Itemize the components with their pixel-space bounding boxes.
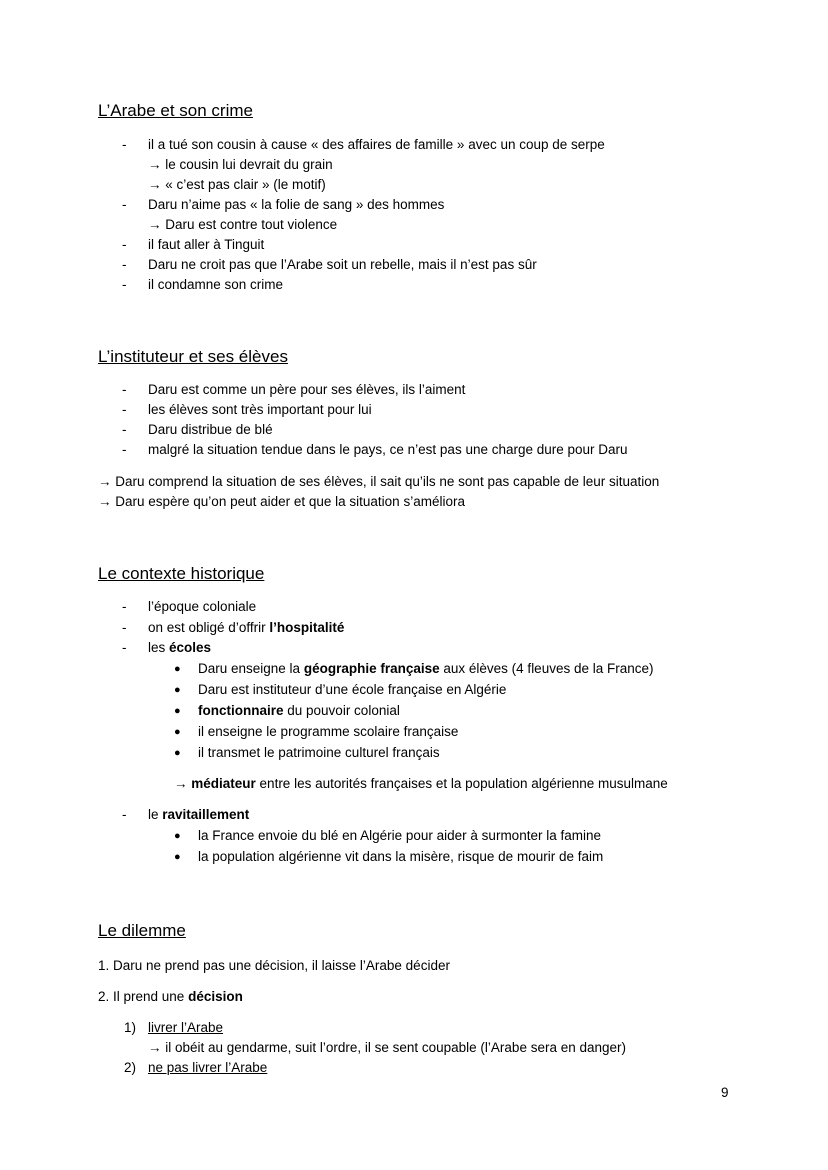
list-subitem: Daru enseigne la géographie française aux élèves (4 fleuves de la France) [198,661,654,676]
list-item: les élèves sont très important pour lui [148,402,372,417]
conclusion-line: → Daru comprend la situation de ses élèves, il sait qu’ils ne sont pas capable de leur situation [98,474,660,489]
mediator-line: → médiateur entre les autorités françaises et la population algérienne musulmane [174,776,668,791]
option-number: 1) [124,1020,137,1035]
option-subitem: → il obéit au gendarme, suit l’ordre, il se sent coupable (l’Arabe sera en danger) [148,1040,627,1055]
heading-dilemme: Le dilemme [98,921,186,940]
page-number: 9 [721,1085,729,1100]
list-item: Daru n’aime pas « la folie de sang » des hommes [148,197,445,212]
paragraph: 1. Daru ne prend pas une décision, il laisse l’Arabe décider [98,958,450,973]
paragraph: 2. Il prend une décision [98,989,243,1004]
list-item: le ravitaillement [148,807,250,822]
bullet-dot: ● [174,663,181,675]
bullet-dash: - [122,257,127,272]
bullet-dash: - [122,402,127,417]
heading-instituteur: L’instituteur et ses élèves [98,347,288,366]
list-item: malgré la situation tendue dans le pays, ce n’est pas une charge dure pour Daru [148,442,628,457]
bullet-dash: - [122,137,127,152]
bullet-dash: - [122,442,127,457]
bullet-dot: ● [174,726,181,738]
list-item: Daru distribue de blé [148,422,273,437]
option-number: 2) [124,1060,137,1075]
list-item: Daru est comme un père pour ses élèves, ils l’aiment [148,382,466,397]
bullet-dash: - [122,382,127,397]
list-item: on est obligé d’offrir l’hospitalité [148,620,345,635]
list-subitem: il enseigne le programme scolaire française [198,724,459,739]
bullet-dash: - [122,807,127,822]
heading-arabe-crime: L’Arabe et son crime [98,101,253,120]
bullet-dot: ● [174,705,181,717]
list-item: il a tué son cousin à cause « des affaires de famille » avec un coup de serpe [148,137,605,152]
conclusion-line: → Daru espère qu’on peut aider et que la situation s’améliora [98,494,465,509]
list-subitem: Daru est instituteur d’une école française en Algérie [198,682,507,697]
list-subitem: → Daru est contre tout violence [148,217,338,232]
list-item: les écoles [148,640,212,655]
list-subitem: il transmet le patrimoine culturel français [198,745,440,760]
bullet-dash: - [122,197,127,212]
bullet-dash: - [122,620,127,635]
bullet-dot: ● [174,684,181,696]
list-item: Daru ne croit pas que l’Arabe soit un rebelle, mais il n’est pas sûr [148,257,537,272]
list-item: l’époque coloniale [148,599,257,614]
bullet-dot: ● [174,851,181,863]
bullet-dash: - [122,640,127,655]
list-item: il faut aller à Tinguit [148,237,265,252]
bullet-dash: - [122,237,127,252]
option-item: livrer l’Arabe [148,1020,224,1035]
bullet-dot: ● [174,830,181,842]
heading-contexte: Le contexte historique [98,564,265,583]
list-subitem: → le cousin lui devrait du grain [148,157,333,172]
bullet-dash: - [122,422,127,437]
bullet-dash: - [122,277,127,292]
list-subitem: la population algérienne vit dans la misère, risque de mourir de faim [198,849,604,864]
list-subitem: → « c’est pas clair » (le motif) [148,177,326,192]
bullet-dot: ● [174,747,181,759]
list-subitem: la France envoie du blé en Algérie pour aider à surmonter la famine [198,828,601,843]
list-item: il condamne son crime [148,277,284,292]
list-subitem: fonctionnaire du pouvoir colonial [198,703,400,718]
option-item: ne pas livrer l’Arabe [148,1060,268,1075]
bullet-dash: - [122,599,127,614]
